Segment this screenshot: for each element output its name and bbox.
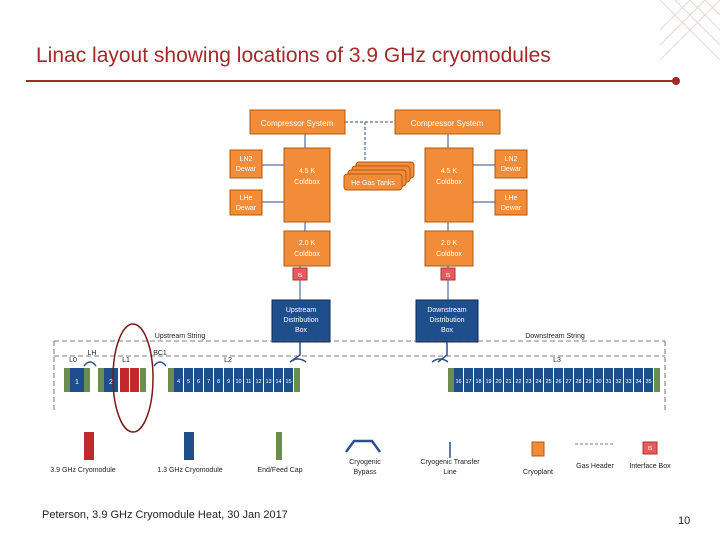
l2-cryomodule-label-12: 12 [255, 379, 262, 385]
coldbox-20k-right-label-2: Coldbox [436, 251, 462, 258]
coldbox-45k-left-label-1: 4.5 K [298, 168, 316, 175]
l3-cryomodule-label-19: 19 [485, 379, 492, 385]
coldbox-20k-left-label-1: 2.0 K [298, 240, 316, 247]
l3-cryomodule-label-16: 16 [455, 379, 462, 385]
legend-cm39-label: 3.9 GHz Cryomodule [50, 467, 116, 474]
section-lh-label: LH [87, 350, 97, 357]
ln2-dewar-right-label-1: LN2 [504, 156, 518, 163]
ln2-dewar-left [230, 150, 262, 178]
interface-box-right-label: IS [445, 273, 451, 279]
l2-cryomodule-label-5: 5 [186, 379, 191, 385]
l2-cryomodule-label-4: 4 [176, 379, 181, 385]
downstream-distribution-label-3: Box [440, 327, 454, 334]
coldbox-20k-right [425, 231, 473, 266]
corner-decoration [660, 0, 720, 60]
l3-cryomodule-label-34: 34 [635, 379, 642, 385]
section-bc1-label: BC1 [153, 350, 167, 357]
ln2-dewar-left-label-1: LN2 [239, 156, 253, 163]
lhe-dewar-left-label-2: Dewar [235, 205, 257, 212]
l2-cryomodule-label-11: 11 [245, 379, 252, 385]
slide-footer: Peterson, 3.9 GHz Cryomodule Heat, 30 Jan 2017 [42, 509, 288, 521]
compressor-label-right: Compressor System [410, 119, 484, 128]
legend-transfer-label-2: Line [443, 469, 457, 476]
page-number: 10 [678, 515, 691, 527]
legend-transfer-label-1: Cryogenic Transfer [420, 459, 480, 466]
end-cap-l3-right [654, 368, 660, 392]
ln2-dewar-right-label-2: Dewar [500, 166, 522, 173]
end-cap-l2-right [294, 368, 300, 392]
downstream-distribution-label-1: Downstream [427, 307, 467, 314]
l3-cryomodule-label-31: 31 [605, 379, 612, 385]
legend-bypass-label-1: Cryogenic [349, 459, 381, 466]
upstream-distribution-label-1: Upstream [285, 307, 317, 314]
l2-cryomodules [174, 368, 300, 392]
l3-cryomodule-label-30: 30 [595, 379, 602, 385]
l2-cryomodule-label-13: 13 [265, 379, 272, 385]
l3-cryomodule-label-21: 21 [505, 379, 512, 385]
compressor-label-left: Compressor System [260, 119, 334, 128]
legend-bypass-label-2: Bypass [353, 469, 377, 476]
l3-cryomodule-label-33: 33 [625, 379, 632, 385]
section-l2-label: L2 [224, 357, 232, 364]
legend-cryoplant-label: Cryoplant [523, 469, 553, 476]
legend-bypass-swatch [346, 441, 380, 452]
coldbox-20k-left-label-2: Coldbox [294, 251, 320, 258]
legend-cm13-swatch [184, 432, 194, 460]
legend-interface-tag: IS [647, 446, 653, 452]
l3-cryomodule-label-20: 20 [495, 379, 502, 385]
section-l0-label: L0 [69, 357, 77, 364]
section-l3-label: L3 [553, 357, 561, 364]
coldbox-45k-right-label-2: Coldbox [436, 179, 462, 186]
lhe-dewar-left-label-1: LHe [239, 195, 253, 202]
l2-cryomodule-label-8: 8 [216, 379, 221, 385]
upstream-distribution-label-2: Distribution [283, 317, 319, 324]
l2-cryomodule-label-10: 10 [235, 379, 242, 385]
cryomodule-3-9-a [120, 368, 129, 392]
ln2-dewar-right [495, 150, 527, 178]
cryomodule-3-9-b [130, 368, 139, 392]
legend [50, 432, 671, 476]
upstream-string-label: Upstream String [154, 333, 206, 340]
end-cap-l1-right [140, 368, 146, 392]
bypass-arc-lh [84, 362, 96, 366]
legend-endcap-label: End/Feed Cap [257, 467, 303, 474]
l3-cryomodule-label-17: 17 [465, 379, 472, 385]
downstream-string-label: Downstream String [525, 333, 585, 340]
end-cap-l1-left [98, 368, 104, 392]
coldbox-20k-left [284, 231, 330, 266]
coldbox-20k-right-label-1: 2.0 K [440, 240, 458, 247]
l2-cryomodule-label-6: 6 [196, 379, 201, 385]
slide-title: Linac layout showing locations of 3.9 GHz cryomodules [36, 44, 551, 67]
end-cap-l0-left [64, 368, 70, 392]
legend-cm13-label: 1.3 GHz Cryomodule [157, 467, 223, 474]
he-gas-tanks-label: He Gas Tanks [351, 180, 395, 187]
cm-l1-label: 2 [109, 379, 113, 386]
l3-cryomodule-label-24: 24 [535, 379, 542, 385]
coldbox-45k-left-label-2: Coldbox [294, 179, 320, 186]
l2-cryomodule-label-7: 7 [206, 379, 211, 385]
l2-cryomodule-label-14: 14 [275, 379, 282, 385]
linac-diagram [40, 100, 680, 485]
lhe-dewar-right-label-2: Dewar [500, 205, 522, 212]
end-cap-l3-left [448, 368, 454, 392]
coldbox-45k-right-label-1: 4.5 K [440, 168, 458, 175]
l3-cryomodule-label-29: 29 [585, 379, 592, 385]
l3-cryomodule-label-18: 18 [475, 379, 482, 385]
bypass-arc-bc1 [154, 362, 166, 366]
legend-gas-header-label: Gas Header [576, 463, 614, 470]
l3-cryomodule-label-32: 32 [615, 379, 622, 385]
lhe-dewar-right-label-1: LHe [504, 195, 518, 202]
he-gas-tanks [344, 162, 414, 190]
l3-cryomodule-label-22: 22 [515, 379, 522, 385]
title-rule-dot [672, 77, 680, 85]
cm-l0-label: 1 [75, 379, 79, 386]
section-l1-label: L1 [122, 357, 130, 364]
downstream-distribution-label-2: Distribution [429, 317, 465, 324]
l3-cryomodule-label-25: 25 [545, 379, 552, 385]
l2-cryomodule-label-15: 15 [285, 379, 292, 385]
end-cap-l2-left [168, 368, 174, 392]
l3-cryomodule-label-27: 27 [565, 379, 572, 385]
legend-interface-box-label: Interface Box [629, 463, 671, 470]
title-rule [26, 80, 678, 82]
l3-cryomodule-label-23: 23 [525, 379, 532, 385]
l2-cryomodule-label-9: 9 [226, 379, 231, 385]
l3-cryomodules [454, 368, 660, 392]
legend-cryoplant-swatch [532, 442, 544, 456]
legend-endcap-swatch [276, 432, 282, 460]
ln2-dewar-left-label-2: Dewar [235, 166, 257, 173]
upstream-distribution-label-3: Box [294, 327, 308, 334]
l3-cryomodule-label-35: 35 [645, 379, 652, 385]
interface-box-left-label: IS [297, 273, 303, 279]
l3-cryomodule-label-26: 26 [555, 379, 562, 385]
end-cap-l0-right [84, 368, 90, 392]
l3-cryomodule-label-28: 28 [575, 379, 582, 385]
legend-cm39-swatch [84, 432, 94, 460]
